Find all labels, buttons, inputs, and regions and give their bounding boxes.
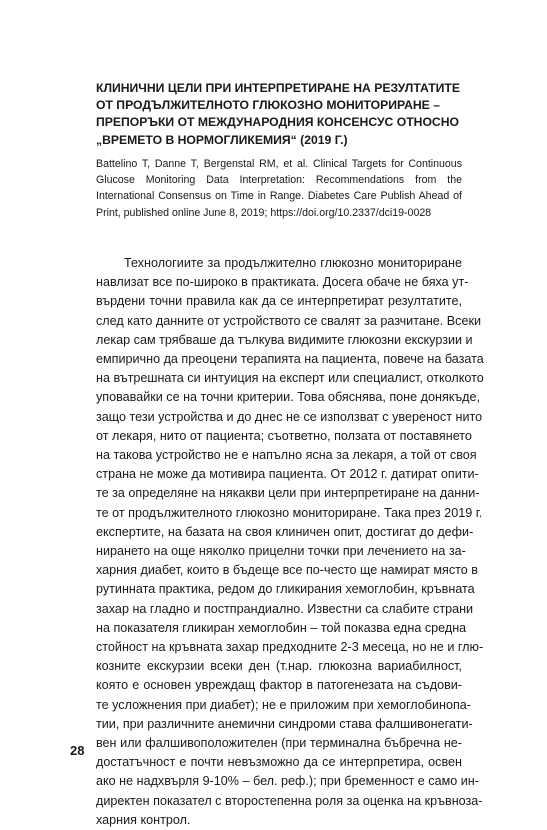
body-text bbox=[96, 254, 484, 830]
body-line: харния контрол. bbox=[96, 812, 191, 827]
title-line: „ВРЕМЕТО В НОРМОГЛИКЕМИЯ“ (2019 Г.) bbox=[96, 132, 348, 147]
page-number: 28 bbox=[70, 743, 85, 758]
body-line: харния диабет, които в бъдеще все по-често ще намират място в bbox=[96, 563, 478, 578]
body-line: те от продължителното глюкозно мониториране. Така през 2019 г. bbox=[96, 505, 483, 520]
body-line: тии, при различните анемични синдроми става фалшивонегати- bbox=[96, 716, 473, 731]
body-line: от лекаря, нито от пациента; съответно, ползата от поставянето bbox=[96, 428, 472, 443]
body-line: на такова устройство не е напълно ясна за лекаря, а той от своя bbox=[96, 448, 477, 463]
body-line: върдени точни правила как да се интерпретират резултатите, bbox=[96, 294, 462, 309]
body-line: на вътрешната си интуиция на експерт или специалист, отколкото bbox=[96, 371, 484, 386]
body-line: те за определяне на някакви цели при интерпретиране на данни- bbox=[96, 486, 480, 501]
body-line: емпирично да преоцени терапията на пациента, повече на базата bbox=[96, 352, 484, 367]
body-line: вен или фалшивоположителен (при терминална бъбречна не- bbox=[96, 736, 462, 751]
body-line: козните екскурзии всеки ден (т.нар. глюкозна вариабилност, bbox=[96, 659, 462, 674]
body-line: рутинната практика, редом до гликирания хемоглобин, кръвната bbox=[96, 582, 475, 597]
body-line: лекар сам трябваше да тълкува видимите глюкозни екскурзии и bbox=[96, 332, 473, 347]
article-title bbox=[96, 80, 462, 149]
body-line: страна не може да мотивира пациента. От 2012 г. датират опити- bbox=[96, 467, 479, 482]
body-line: директен показател с второстепенна роля за оценка на кръвноза- bbox=[96, 793, 483, 808]
body-line: експертите, на базата на своя клиничен опит, достигат до дефи- bbox=[96, 524, 474, 539]
body-line: стойност на кръвната захар предходните 2-3 месеца, но не и глю- bbox=[96, 640, 484, 655]
title-line: КЛИНИЧНИ ЦЕЛИ ПРИ ИНТЕРПРЕТИРАНЕ НА РЕЗУЛТАТИТЕ bbox=[96, 81, 460, 95]
body-line: захар на гладно и постпрандиално. Известни са слабите страни bbox=[96, 601, 474, 616]
body-line: нирането на още няколко прицелни точки при лечението на за- bbox=[96, 544, 466, 559]
body-line: те усложнения при диабет); не е приложим при хемоглобинопа- bbox=[96, 697, 471, 712]
body-line: уповавайки се на точни критерии. Това обяснява, поне донякъде, bbox=[96, 390, 481, 405]
body-line: защо тези устройства и до днес не се използват с увереност нито bbox=[96, 409, 483, 424]
body-line: навлизат все по-широко в практиката. Досега обаче не бяха ут- bbox=[96, 275, 469, 290]
body-line: ако не надхвърля 9-10% – бел. реф.); при бременност е само ин- bbox=[96, 774, 479, 789]
body-line: след като данните от устройството се свалят за разчитане. Всеки bbox=[96, 313, 482, 328]
body-line: на показателя гликиран хемоглобин – той показва една средна bbox=[96, 620, 467, 635]
body-line: която е основен увреждащ фактор в патогенезата на съдови- bbox=[96, 678, 462, 693]
body-line: достатъчност е почти невъзможно да се интерпретира, освен bbox=[96, 755, 462, 770]
body-line: Технологиите за продължително глюкозно мониториране bbox=[124, 256, 462, 270]
title-line: ПРЕПОРЪКИ ОТ МЕЖДУНАРОДНИЯ КОНСЕНСУС ОТНОСНО bbox=[96, 115, 460, 130]
citation: Battelino T, Danne T, Bergenstal RM, et al. Clinical Targets for Continuous Glucose Monitoring Data Interpretation: Recommendations from the International Consensus on Time in Range. Diabetes Care Publish Ahead of Print, published online June 8, 2019; https://doi.org/10.2337/dci19-0028 bbox=[96, 158, 462, 219]
title-line: ОТ ПРОДЪЛЖИТЕЛНОТО ГЛЮКОЗНО МОНИТОРИРАНЕ – bbox=[96, 98, 440, 113]
